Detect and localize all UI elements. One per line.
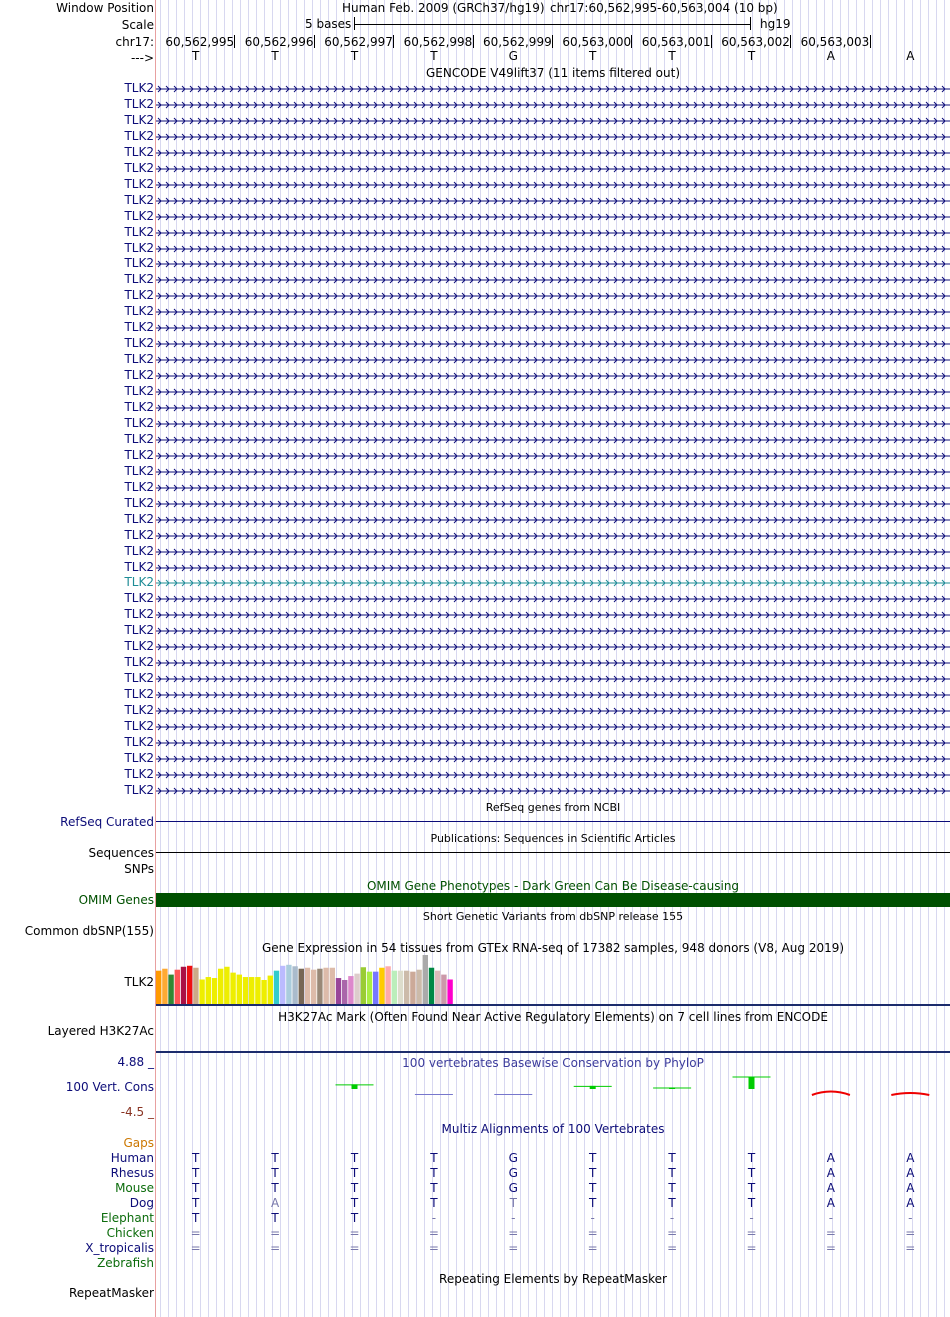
multiz-base: T xyxy=(668,1181,676,1195)
coordinate-label: 60,563,002 xyxy=(721,35,790,49)
refseq-gene-line[interactable] xyxy=(156,821,950,822)
base-letter: T xyxy=(430,49,438,63)
snps-label[interactable]: SNPs xyxy=(124,862,154,876)
multiz-base: T xyxy=(271,1211,279,1225)
coordinate-label: 60,562,999 xyxy=(483,35,552,49)
gencode-gene-label[interactable]: TLK2 xyxy=(124,176,154,191)
gtex-tissue-bar xyxy=(404,971,409,1004)
gencode-gene-label[interactable]: TLK2 xyxy=(124,623,154,638)
gtex-baseline xyxy=(156,1004,950,1006)
multiz-base: T xyxy=(271,1166,279,1180)
coordinate-label: 60,562,996 xyxy=(244,35,314,49)
coordinate-label: 60,562,995 xyxy=(165,35,235,49)
coordinate-tick xyxy=(314,35,315,48)
gtex-tissue-bar xyxy=(181,967,186,1004)
gtex-gene-label[interactable]: TLK2 xyxy=(124,975,154,989)
coordinate-tick xyxy=(234,35,235,48)
multiz-base: G xyxy=(508,1166,518,1180)
multiz-species-label[interactable]: Zebrafish xyxy=(97,1256,154,1270)
multiz-species-label[interactable]: Mouse xyxy=(115,1181,154,1195)
gencode-transcript-line[interactable] xyxy=(156,259,950,269)
gtex-tissue-bar xyxy=(175,970,180,1004)
repeatmasker-track-title[interactable]: Repeating Elements by RepeatMasker xyxy=(439,1272,667,1286)
gencode-gene-label[interactable]: TLK2 xyxy=(124,607,154,622)
multiz-base: T xyxy=(350,1211,359,1225)
gencode-gene-label[interactable]: TLK2 xyxy=(124,463,154,478)
gencode-gene-label[interactable]: TLK2 xyxy=(124,352,154,367)
gencode-transcript-line[interactable] xyxy=(156,291,950,301)
multiz-base: T xyxy=(192,1211,200,1225)
gtex-tissue-bar xyxy=(218,969,223,1004)
gtex-tissue-bar xyxy=(268,976,273,1004)
gencode-gene-label[interactable]: TLK2 xyxy=(124,192,154,207)
gtex-tissue-bar xyxy=(392,971,397,1004)
gtex-tissue-bar xyxy=(447,980,452,1005)
gencode-gene-label[interactable]: TLK2 xyxy=(124,687,154,702)
base-letter: T xyxy=(589,49,597,63)
multiz-base: T xyxy=(509,1196,517,1210)
gencode-gene-label[interactable]: TLK2 xyxy=(124,543,154,558)
multiz-base: T xyxy=(192,1196,200,1210)
gencode-gene-label[interactable]: TLK2 xyxy=(124,384,154,399)
gencode-gene-label[interactable]: TLK2 xyxy=(124,336,154,351)
gencode-transcript-line[interactable] xyxy=(156,148,950,158)
multiz-base: = xyxy=(428,1226,439,1240)
multiz-base: A xyxy=(826,1196,835,1210)
multiz-base: A xyxy=(906,1166,915,1180)
multiz-base: = xyxy=(349,1226,360,1240)
multiz-base: T xyxy=(350,1196,359,1210)
gencode-transcript-line[interactable] xyxy=(156,563,950,573)
gencode-gene-label[interactable]: TLK2 xyxy=(124,527,154,542)
sequences-label[interactable]: Sequences xyxy=(88,846,154,860)
multiz-base: = xyxy=(349,1241,360,1255)
gencode-gene-label[interactable]: TLK2 xyxy=(124,655,154,670)
gencode-gene-label[interactable]: TLK2 xyxy=(124,703,154,718)
gencode-gene-label[interactable]: TLK2 xyxy=(124,288,154,303)
gtex-tissue-bar xyxy=(280,966,285,1004)
gtex-tissue-bar xyxy=(187,966,192,1004)
gencode-transcript-line[interactable] xyxy=(156,770,950,780)
gencode-gene-label[interactable]: TLK2 xyxy=(124,734,154,749)
assembly-text: Human Feb. 2009 (GRCh37/hg19) xyxy=(342,1,545,15)
multiz-base: = xyxy=(905,1241,916,1255)
gtex-tissue-bar xyxy=(206,977,211,1004)
gtex-tissue-bar xyxy=(367,972,372,1004)
gtex-track-title[interactable]: Gene Expression in 54 tissues from GTEx RNA-seq of 17382 samples, 948 donors (V8, Aug 2019) xyxy=(261,941,845,955)
multiz-base: T xyxy=(350,1166,359,1180)
multiz-base: T xyxy=(747,1166,756,1180)
multiz-base: - xyxy=(908,1211,913,1225)
gencode-gene-label[interactable]: TLK2 xyxy=(124,431,154,446)
gencode-transcript-line[interactable] xyxy=(156,164,950,174)
gencode-transcript-line[interactable] xyxy=(156,244,950,254)
multiz-base: A xyxy=(826,1181,835,1195)
gencode-gene-label[interactable]: TLK2 xyxy=(124,240,154,255)
base-letter: G xyxy=(508,49,518,63)
gtex-tissue-bar xyxy=(373,972,378,1004)
multiz-base: = xyxy=(667,1241,678,1255)
multiz-base: = xyxy=(746,1241,757,1255)
omim-genes-label[interactable]: OMIM Genes xyxy=(78,893,154,907)
gencode-gene-label[interactable]: TLK2 xyxy=(124,256,154,271)
gencode-transcript-line[interactable] xyxy=(156,531,950,541)
gencode-gene-label[interactable]: TLK2 xyxy=(124,415,154,430)
coordinate-label: 60,563,003 xyxy=(800,35,870,49)
gtex-tissue-bar xyxy=(323,968,328,1004)
gtex-tissue-bar xyxy=(429,968,434,1004)
gencode-transcript-line[interactable] xyxy=(156,578,950,588)
multiz-base: T xyxy=(192,1166,200,1180)
coordinate-tick xyxy=(790,35,791,48)
gtex-tissue-bar xyxy=(336,978,341,1004)
chrom-label: chr17: xyxy=(115,35,154,49)
multiz-base: T xyxy=(747,1196,756,1210)
gencode-transcript-line[interactable] xyxy=(156,435,950,445)
multiz-base: = xyxy=(508,1241,519,1255)
multiz-base: = xyxy=(905,1226,916,1240)
gencode-transcript-line[interactable] xyxy=(156,626,950,636)
multiz-base: T xyxy=(430,1166,438,1180)
multiz-base: T xyxy=(350,1181,359,1195)
gtex-tissue-bar xyxy=(292,966,297,1004)
multiz-base: T xyxy=(589,1196,597,1210)
multiz-base: T xyxy=(589,1166,597,1180)
base-letter: T xyxy=(747,49,756,63)
layered-h3k27ac-label[interactable]: Layered H3K27Ac xyxy=(47,1024,154,1038)
gencode-transcript-line[interactable] xyxy=(156,738,950,748)
refseq-track-title[interactable]: RefSeq genes from NCBI xyxy=(485,801,621,814)
multiz-base: = xyxy=(667,1226,678,1240)
gencode-gene-label[interactable]: TLK2 xyxy=(124,591,154,606)
coordinate-tick xyxy=(870,35,871,48)
base-letter: T xyxy=(271,49,279,63)
gencode-gene-label[interactable]: TLK2 xyxy=(124,224,154,239)
multiz-base: T xyxy=(430,1151,438,1165)
gencode-transcript-line[interactable] xyxy=(156,180,950,190)
multiz-base: T xyxy=(668,1196,676,1210)
gencode-transcript-line[interactable] xyxy=(156,674,950,684)
scale-bases-text: 5 bases xyxy=(305,17,352,31)
gencode-transcript-line[interactable] xyxy=(156,515,950,525)
multiz-base: = xyxy=(825,1226,836,1240)
coordinate-label: 60,562,998 xyxy=(403,35,473,49)
gencode-transcript-line[interactable] xyxy=(156,722,950,732)
gencode-gene-label[interactable]: TLK2 xyxy=(124,304,154,319)
gencode-gene-label[interactable]: TLK2 xyxy=(124,144,154,159)
multiz-base: T xyxy=(192,1151,200,1165)
multiz-base: = xyxy=(190,1241,201,1255)
gencode-transcript-line[interactable] xyxy=(156,339,950,349)
multiz-base: T xyxy=(668,1166,676,1180)
gencode-gene-label[interactable]: TLK2 xyxy=(124,96,154,111)
gtex-tissue-bar xyxy=(398,971,403,1004)
gencode-transcript-line[interactable] xyxy=(156,547,950,557)
gtex-tissue-bar xyxy=(379,968,384,1004)
multiz-species-label[interactable]: Human xyxy=(110,1151,154,1165)
multiz-base: = xyxy=(587,1226,598,1240)
gencode-gene-label[interactable]: TLK2 xyxy=(124,559,154,574)
coordinate-tick xyxy=(711,35,712,48)
gencode-transcript-line[interactable] xyxy=(156,196,950,206)
gencode-transcript-line[interactable] xyxy=(156,307,950,317)
gencode-transcript-line[interactable] xyxy=(156,100,950,110)
multiz-base: - xyxy=(669,1211,675,1225)
gencode-transcript-line[interactable] xyxy=(156,754,950,764)
base-letter: A xyxy=(826,49,835,63)
multiz-base: = xyxy=(428,1241,439,1255)
gtex-tissue-bar xyxy=(237,975,242,1004)
gencode-track-title[interactable]: GENCODE V49lift37 (11 items filtered out) xyxy=(425,66,680,80)
coordinate-label: 60,563,000 xyxy=(562,35,632,49)
gtex-tissue-bar xyxy=(168,975,173,1004)
gencode-gene-label[interactable]: TLK2 xyxy=(124,479,154,494)
h3k27ac-baseline xyxy=(156,1051,950,1053)
gencode-gene-label[interactable]: TLK2 xyxy=(124,575,154,590)
sequences-line[interactable] xyxy=(156,852,950,853)
gencode-gene-label[interactable]: TLK2 xyxy=(124,511,154,526)
multiz-track-title[interactable]: Multiz Alignments of 100 Vertebrates xyxy=(441,1122,665,1136)
coordinate-label: 60,562,997 xyxy=(324,35,393,49)
gtex-tissue-bar xyxy=(299,969,304,1004)
multiz-base: - xyxy=(511,1211,516,1225)
multiz-base: A xyxy=(826,1151,835,1165)
multiz-base: = xyxy=(508,1226,519,1240)
gencode-transcript-line[interactable] xyxy=(156,403,950,413)
gencode-transcript-line[interactable] xyxy=(156,642,950,652)
conservation-min-label: -4.5 _ xyxy=(120,1105,154,1119)
gencode-gene-label[interactable]: TLK2 xyxy=(124,208,154,223)
gtex-tissue-bar xyxy=(348,976,353,1004)
gtex-tissue-bar xyxy=(162,969,167,1004)
gencode-transcript-line[interactable] xyxy=(156,228,950,238)
conservation-max-label: 4.88 _ xyxy=(117,1055,154,1069)
gtex-tissue-bar xyxy=(423,955,428,1004)
omim-gene-bar[interactable] xyxy=(156,893,950,907)
common-dbsnp-label[interactable]: Common dbSNP(155) xyxy=(24,924,154,938)
h3k27ac-track-title[interactable]: H3K27Ac Mark (Often Found Near Active Regulatory Elements) on 7 cell lines from ENCODE xyxy=(278,1010,828,1024)
gencode-gene-label[interactable]: TLK2 xyxy=(124,766,154,781)
coordinate-tick xyxy=(473,35,474,48)
position-text: chr17:60,562,995-60,563,004 (10 bp) xyxy=(550,1,778,15)
gtex-tissue-bar xyxy=(317,969,322,1004)
multiz-base: - xyxy=(431,1211,437,1225)
gtex-tissue-bar xyxy=(224,967,229,1004)
gencode-transcript-line[interactable] xyxy=(156,451,950,461)
gtex-tissue-bar xyxy=(286,965,291,1004)
gencode-transcript-line[interactable] xyxy=(156,483,950,493)
gtex-tissue-bar xyxy=(385,966,390,1004)
gtex-tissue-bar xyxy=(199,980,204,1005)
multiz-base: = xyxy=(190,1226,201,1240)
gtex-tissue-bar xyxy=(243,977,248,1004)
gencode-transcript-line[interactable] xyxy=(156,786,950,796)
gencode-transcript-line[interactable] xyxy=(156,419,950,429)
gtex-tissue-bar xyxy=(305,968,310,1004)
gencode-gene-label[interactable]: TLK2 xyxy=(124,160,154,175)
multiz-species-label[interactable]: Dog xyxy=(129,1196,154,1210)
gencode-transcript-line[interactable] xyxy=(156,323,950,333)
multiz-base: = xyxy=(270,1226,281,1240)
conservation-plot[interactable] xyxy=(156,1070,950,1104)
multiz-species-label[interactable]: Rhesus xyxy=(110,1166,154,1180)
multiz-base: A xyxy=(906,1151,915,1165)
gencode-gene-label[interactable]: TLK2 xyxy=(124,447,154,462)
multiz-base: T xyxy=(747,1181,756,1195)
conservation-bar xyxy=(749,1077,755,1089)
gencode-gene-label[interactable]: TLK2 xyxy=(124,495,154,510)
gtex-tissue-bar xyxy=(330,968,335,1004)
multiz-base: A xyxy=(270,1196,280,1210)
gencode-transcript-line[interactable] xyxy=(156,658,950,668)
coordinate-label: 60,563,001 xyxy=(641,35,711,49)
multiz-base: T xyxy=(271,1151,279,1165)
multiz-base: = xyxy=(825,1241,836,1255)
gencode-transcript-line[interactable] xyxy=(156,371,950,381)
gtex-tissue-bar xyxy=(255,977,260,1004)
gtex-tissue-bar xyxy=(230,973,235,1004)
scale-db-text: hg19 xyxy=(760,17,791,31)
gencode-transcript-line[interactable] xyxy=(156,467,950,477)
gencode-transcript-line[interactable] xyxy=(156,212,950,222)
refseq-curated-label[interactable]: RefSeq Curated xyxy=(60,815,154,829)
gencode-gene-label[interactable]: TLK2 xyxy=(124,671,154,686)
gencode-transcript-line[interactable] xyxy=(156,387,950,397)
coordinate-tick xyxy=(552,35,553,48)
gtex-tissue-bar xyxy=(274,971,279,1004)
gtex-tissue-bar xyxy=(261,980,266,1004)
multiz-base: = xyxy=(587,1241,598,1255)
multiz-base: A xyxy=(826,1166,835,1180)
gencode-transcript-line[interactable] xyxy=(156,706,950,716)
multiz-base: = xyxy=(270,1241,281,1255)
multiz-species-label[interactable]: Elephant xyxy=(100,1211,154,1225)
multiz-base: T xyxy=(271,1181,279,1195)
scale-label: Scale xyxy=(121,18,154,32)
gencode-gene-label[interactable]: TLK2 xyxy=(124,112,154,127)
repeatmasker-label[interactable]: RepeatMasker xyxy=(68,1286,154,1300)
gencode-gene-label[interactable]: TLK2 xyxy=(124,81,154,95)
gtex-expression-bars[interactable] xyxy=(156,955,556,1004)
conservation-negative-arc xyxy=(891,1093,929,1095)
gencode-transcript-line[interactable] xyxy=(156,116,950,126)
gencode-gene-label[interactable]: TLK2 xyxy=(124,639,154,654)
gencode-gene-label[interactable]: TLK2 xyxy=(124,368,154,383)
window-position-label: Window Position xyxy=(56,1,154,15)
gencode-gene-label[interactable]: TLK2 xyxy=(124,782,154,797)
gencode-gene-label[interactable]: TLK2 xyxy=(124,750,154,765)
dbsnp-track-title[interactable]: Short Genetic Variants from dbSNP release 155 xyxy=(422,910,684,923)
gencode-transcript-line[interactable] xyxy=(156,84,950,94)
omim-track-title[interactable]: OMIM Gene Phenotypes - Dark Green Can Be Disease-causing xyxy=(366,879,740,893)
multiz-base: T xyxy=(589,1151,597,1165)
gtex-tissue-bar xyxy=(435,971,440,1004)
multiz-base: T xyxy=(350,1151,359,1165)
gtex-tissue-bar xyxy=(416,970,421,1004)
gencode-transcript-line[interactable] xyxy=(156,610,950,620)
multiz-species-label[interactable]: X_tropicalis xyxy=(85,1241,154,1255)
conservation-negative-arc xyxy=(812,1092,850,1095)
multiz-species-label[interactable]: Chicken xyxy=(106,1226,154,1240)
gencode-transcript-line[interactable] xyxy=(156,355,950,365)
gtex-tissue-bar xyxy=(361,967,366,1004)
scale-bar xyxy=(354,17,754,31)
gtex-tissue-bar xyxy=(342,980,347,1004)
gtex-tissue-bar xyxy=(354,974,359,1004)
multiz-base: A xyxy=(906,1196,915,1210)
gencode-transcript-line[interactable] xyxy=(156,132,950,142)
multiz-base: T xyxy=(589,1181,597,1195)
gencode-gene-label[interactable]: TLK2 xyxy=(124,320,154,335)
conservation-track-title[interactable]: 100 vertebrates Basewise Conservation by PhyloP xyxy=(402,1056,704,1070)
vert-cons-label[interactable]: 100 Vert. Cons xyxy=(65,1080,154,1094)
gencode-transcript-line[interactable] xyxy=(156,594,950,604)
multiz-base: T xyxy=(430,1181,438,1195)
multiz-base: A xyxy=(906,1181,915,1195)
gaps-label[interactable]: Gaps xyxy=(123,1136,154,1150)
base-letter: T xyxy=(668,49,676,63)
coordinate-tick xyxy=(393,35,394,48)
gtex-tissue-bar xyxy=(212,978,217,1004)
base-letter: T xyxy=(192,49,200,63)
strand-label: ---> xyxy=(130,51,154,65)
gencode-gene-label[interactable]: TLK2 xyxy=(124,128,154,143)
multiz-base: - xyxy=(749,1211,754,1225)
multiz-base: T xyxy=(192,1181,200,1195)
multiz-base: T xyxy=(430,1196,438,1210)
gtex-tissue-bar xyxy=(441,975,446,1004)
gtex-tissue-bar xyxy=(249,977,254,1004)
gtex-tissue-bar xyxy=(193,968,198,1004)
gencode-gene-label[interactable]: TLK2 xyxy=(124,400,154,414)
multiz-base: - xyxy=(590,1211,595,1225)
gencode-transcript-line[interactable] xyxy=(156,690,950,700)
base-letter: A xyxy=(906,49,915,63)
multiz-base: G xyxy=(508,1181,518,1195)
gencode-gene-label[interactable]: TLK2 xyxy=(124,272,154,287)
multiz-base: T xyxy=(747,1151,756,1165)
multiz-base: - xyxy=(828,1211,834,1225)
gtex-tissue-bar xyxy=(410,972,415,1004)
publications-track-title[interactable]: Publications: Sequences in Scientific Articles xyxy=(430,832,676,845)
gtex-tissue-bar xyxy=(156,971,161,1004)
gencode-transcript-line[interactable] xyxy=(156,275,950,285)
multiz-base: = xyxy=(746,1226,757,1240)
multiz-base: T xyxy=(668,1151,676,1165)
gencode-transcript-line[interactable] xyxy=(156,499,950,509)
base-letter: T xyxy=(350,49,359,63)
gtex-tissue-bar xyxy=(311,970,316,1004)
coordinate-tick xyxy=(631,35,632,48)
gencode-gene-label[interactable]: TLK2 xyxy=(124,719,154,733)
multiz-base: G xyxy=(508,1151,518,1165)
